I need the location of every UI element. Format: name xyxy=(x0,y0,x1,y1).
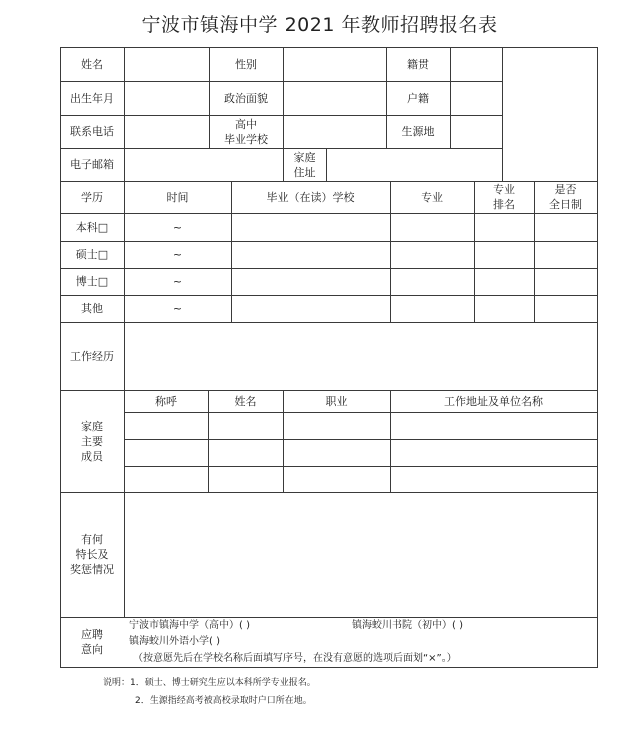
family-label xyxy=(60,390,124,492)
work-experience-field[interactable] xyxy=(125,323,596,390)
family-label-line-2: 主要 xyxy=(81,434,103,448)
row-line xyxy=(124,412,598,413)
apply-option-jiaochuan-primary[interactable]: 镇海蛟川外语小学( ) xyxy=(129,636,220,647)
family-label-line-1: 家庭 xyxy=(81,419,103,433)
family-workplace-header: 工作地址及单位名称 xyxy=(444,394,543,408)
row-line xyxy=(60,667,598,668)
apply-option-zhenhai-high[interactable]: 宁波市镇海中学（高中）( ) xyxy=(129,620,250,631)
edu-rank-header-line-2: 排名 xyxy=(493,198,515,211)
edu-rank-header xyxy=(474,181,534,213)
row-line xyxy=(124,439,598,440)
footnote-2: 2．生源指经高考被高校录取时户口所在地。 xyxy=(135,696,312,706)
skills-label-line-2: 特长及 xyxy=(75,548,109,561)
footnote-1: 说明：1．硕士、博士研究生应以本科所学专业报名。 xyxy=(103,678,316,688)
highschool-label-line-1: 高中 xyxy=(235,117,257,131)
origin-label: 生源地 xyxy=(401,125,435,138)
family-label-line-3: 成员 xyxy=(81,449,103,463)
origin-field[interactable] xyxy=(451,116,501,148)
apply-option-jiaochuan-academy[interactable]: 镇海蛟川书院（初中）( ) xyxy=(352,620,463,631)
work-experience-label: 工作经历 xyxy=(70,349,114,363)
family-name-header: 姓名 xyxy=(234,394,257,408)
highschool-label-line-2: 毕业学校 xyxy=(224,132,268,146)
row-line xyxy=(124,466,598,467)
politics-field[interactable] xyxy=(284,82,385,115)
edu-fulltime-header-line-1: 是否 xyxy=(554,183,577,196)
hukou-field[interactable] xyxy=(451,82,501,115)
edu-row-time[interactable]: ~ xyxy=(172,302,183,315)
hukou-label: 户籍 xyxy=(407,91,429,105)
skills-label-line-1: 有何 xyxy=(81,533,103,546)
politics-label: 政治面貌 xyxy=(224,91,268,105)
skills-awards-field[interactable] xyxy=(125,493,596,617)
phone-field[interactable] xyxy=(125,116,208,148)
birth-label: 出生年月 xyxy=(70,91,114,105)
skills-label-line-3: 奖惩情况 xyxy=(70,563,114,576)
skills-awards-label xyxy=(60,492,124,617)
family-job-header: 职业 xyxy=(325,394,348,408)
form-title: 宁波市镇海中学 2021 年教师招聘报名表 xyxy=(141,14,498,36)
address-label-line-1: 家庭 xyxy=(293,150,316,164)
native-place-field[interactable] xyxy=(451,48,501,81)
edu-row-degree[interactable]: 博士□ xyxy=(75,275,109,288)
edu-rank-header-line-1: 专业 xyxy=(493,183,515,196)
gender-label: 性别 xyxy=(235,57,257,71)
name-label: 姓名 xyxy=(81,57,103,71)
edu-school-header: 毕业（在读）学校 xyxy=(266,190,355,204)
gender-field[interactable] xyxy=(284,48,385,81)
edu-row-time[interactable]: ~ xyxy=(172,220,183,234)
edu-degree-header: 学历 xyxy=(81,190,103,204)
family-relation-header: 称呼 xyxy=(155,394,177,408)
address-label-line-2: 住址 xyxy=(293,165,316,179)
address-field[interactable] xyxy=(327,149,501,181)
photo-box[interactable] xyxy=(503,48,597,181)
highschool-label xyxy=(209,115,283,148)
row-line xyxy=(60,617,598,618)
outer-right-border xyxy=(597,47,598,668)
apply-label-line-2: 意向 xyxy=(81,643,103,656)
edu-major-header: 专业 xyxy=(421,190,443,204)
edu-row-time[interactable]: ~ xyxy=(172,275,183,288)
highschool-field[interactable] xyxy=(284,116,385,148)
edu-row-degree[interactable]: 本科□ xyxy=(75,220,109,234)
edu-row-degree[interactable]: 其他 xyxy=(81,302,103,315)
edu-row-degree[interactable]: 硕士□ xyxy=(75,248,109,261)
apply-intention-label xyxy=(60,617,124,667)
edu-fulltime-header-line-2: 全日制 xyxy=(549,198,582,211)
edu-row-time[interactable]: ~ xyxy=(172,248,183,261)
address-label xyxy=(283,148,326,181)
email-label: 电子邮箱 xyxy=(70,158,114,171)
apply-instruction: （按意愿先后在学校名称后面填写序号，在没有意愿的选项后面划“×”。） xyxy=(133,653,457,664)
name-field[interactable] xyxy=(125,48,208,81)
birth-field[interactable] xyxy=(125,82,208,115)
edu-time-header: 时间 xyxy=(166,190,189,204)
edu-fulltime-header xyxy=(534,181,597,213)
native-place-label: 籍贯 xyxy=(407,57,429,71)
apply-label-line-1: 应聘 xyxy=(81,628,103,641)
phone-label: 联系电话 xyxy=(70,125,114,138)
email-field[interactable] xyxy=(125,149,282,181)
